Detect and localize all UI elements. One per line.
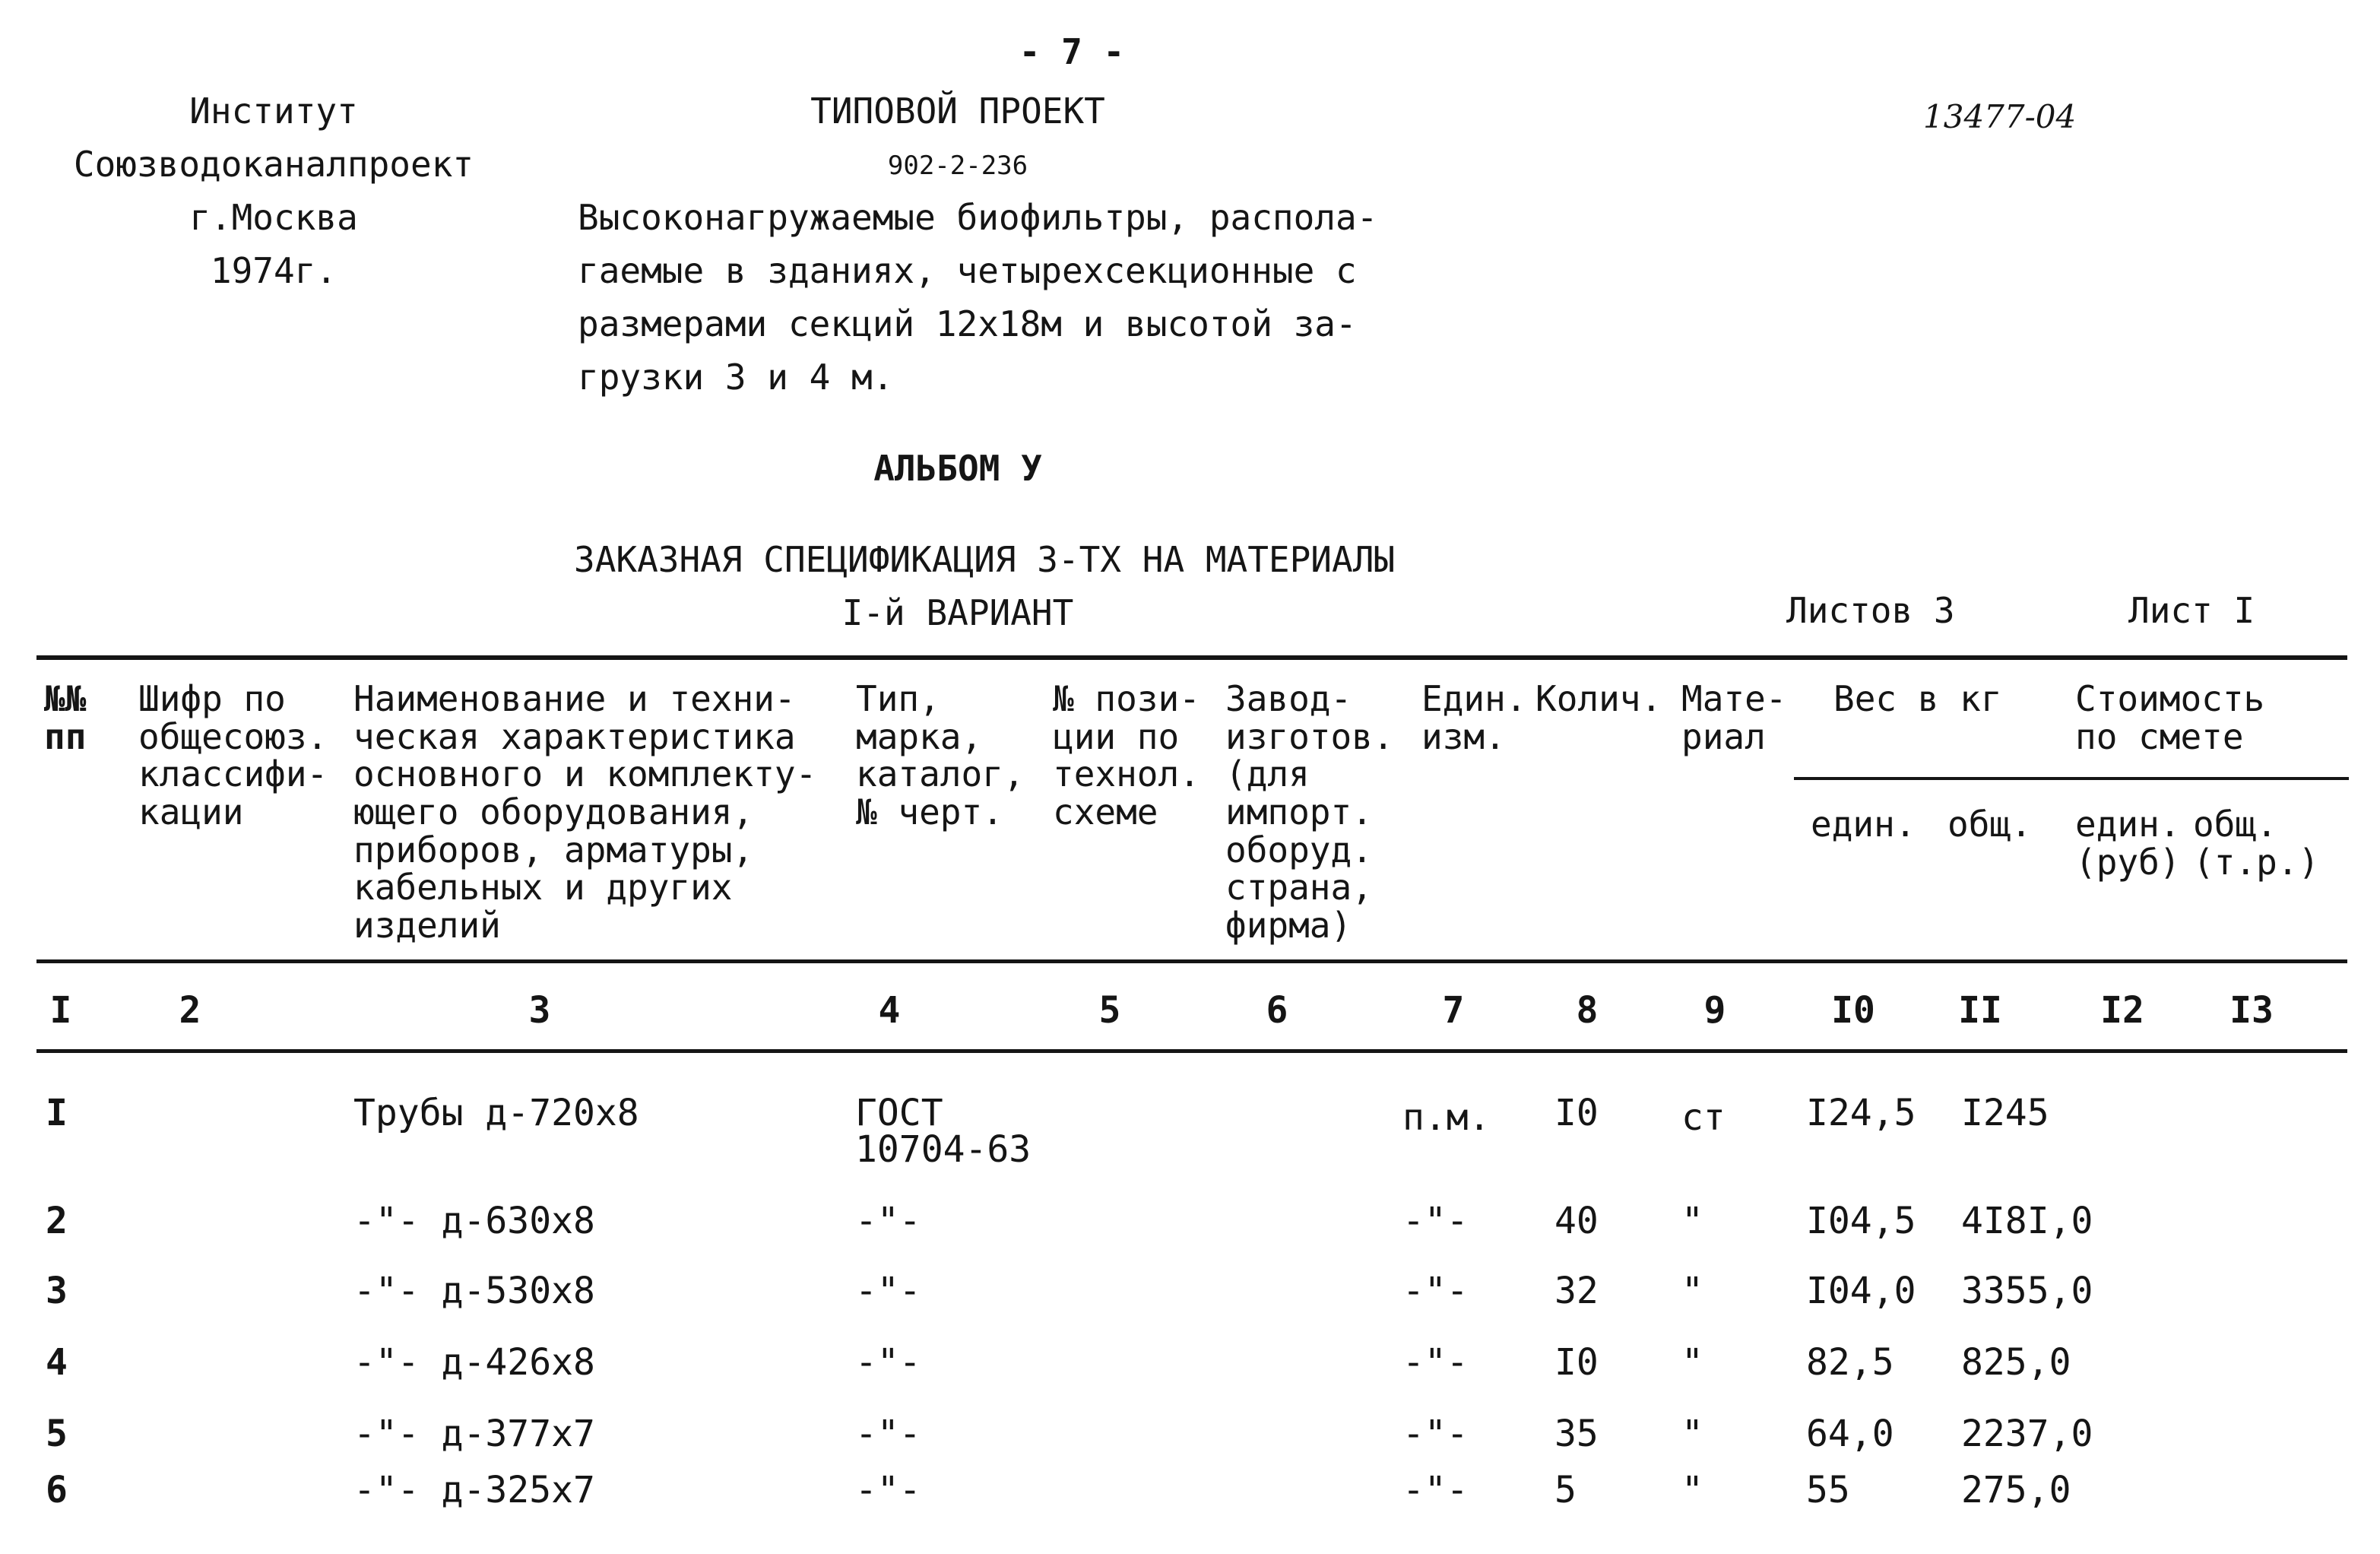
row-name: -"- д-530х8 — [353, 1270, 595, 1312]
row-weight-unit: 82,5 — [1806, 1341, 1894, 1384]
header-weight-total: общ. — [1947, 804, 2032, 845]
row-material: " — [1681, 1200, 1703, 1242]
project-desc-line-4: грузки 3 и 4 м. — [578, 357, 894, 398]
subheader-rule — [1794, 777, 2349, 780]
project-code: 902-2-236 — [887, 151, 1028, 181]
header-col-2: Шифр по общесоюз. классифи- кации — [138, 678, 328, 833]
institute-city: г.Москва — [189, 197, 358, 238]
header-cost-unit: един. (руб) — [2075, 804, 2181, 883]
row-weight-total: 4I8I,0 — [1961, 1200, 2093, 1242]
column-number: I3 — [2229, 989, 2274, 1032]
sheets-total: Листов 3 — [1786, 590, 1955, 631]
institute-year: 1974г. — [210, 250, 338, 291]
row-type: -"- — [855, 1341, 921, 1384]
row-unit: -"- — [1402, 1413, 1469, 1455]
row-unit: -"- — [1402, 1341, 1469, 1384]
row-unit: -"- — [1402, 1270, 1469, 1312]
sheet-current: Лист I — [2128, 590, 2255, 631]
row-type: ГОСТ 10704-63 — [855, 1092, 1032, 1171]
specification-title: ЗАКАЗНАЯ СПЕЦИФИКАЦИЯ З-ТХ НА МАТЕРИАЛЫ — [574, 539, 1396, 580]
column-number: 5 — [1098, 989, 1121, 1032]
row-weight-unit: I24,5 — [1806, 1092, 1916, 1134]
row-name: -"- д-325х7 — [353, 1469, 595, 1511]
row-number: 4 — [46, 1341, 68, 1384]
column-number: II — [1958, 989, 2002, 1032]
column-number: 3 — [528, 989, 551, 1032]
column-number: I0 — [1831, 989, 1875, 1032]
row-qty: I0 — [1554, 1341, 1599, 1384]
row-unit: -"- — [1402, 1200, 1469, 1242]
row-qty: 5 — [1554, 1469, 1577, 1511]
project-desc-line-3: размерами секций 12x18м и высотой за- — [578, 303, 1357, 344]
column-number: 7 — [1442, 989, 1465, 1032]
column-number: 9 — [1703, 989, 1726, 1032]
row-number: I — [46, 1092, 68, 1134]
row-qty: 35 — [1554, 1413, 1599, 1455]
header-col-7: Един. изм. — [1421, 678, 1527, 757]
column-number: I2 — [2100, 989, 2144, 1032]
row-weight-unit: I04,0 — [1806, 1270, 1916, 1312]
row-number: 3 — [46, 1270, 68, 1312]
row-weight-unit: I04,5 — [1806, 1200, 1916, 1242]
row-material: " — [1681, 1413, 1703, 1455]
document-number: 13477-04 — [1923, 98, 2077, 135]
row-type: -"- — [855, 1469, 921, 1511]
row-weight-unit: 55 — [1806, 1469, 1850, 1511]
row-type: -"- — [855, 1270, 921, 1312]
album-title: АЛЬБОМ У — [873, 448, 1042, 489]
header-weight-unit: един. — [1811, 804, 1916, 845]
row-name: -"- д-426х8 — [353, 1341, 595, 1384]
row-qty: 40 — [1554, 1200, 1599, 1242]
table-numbers-rule — [36, 1049, 2347, 1053]
column-number: 8 — [1576, 989, 1599, 1032]
page-number: - 7 - — [1019, 31, 1125, 72]
header-weight: Вес в кг — [1833, 678, 2002, 719]
project-desc-line-1: Высоконагружаемые биофильтры, распола- — [578, 197, 1378, 238]
row-material: " — [1681, 1270, 1703, 1312]
row-weight-total: 825,0 — [1961, 1341, 2071, 1384]
header-col-8: Колич. — [1535, 678, 1662, 719]
header-cost-total: общ. (т.р.) — [2193, 804, 2320, 883]
row-material: ст — [1681, 1096, 1726, 1139]
variant-title: I-й ВАРИАНТ — [841, 592, 1074, 633]
institute-org: Союзводоканалпроект — [73, 144, 474, 185]
header-col-9: Мате- риал — [1681, 678, 1787, 757]
header-col-1: №№ пп — [44, 678, 87, 757]
row-weight-total: 275,0 — [1961, 1469, 2071, 1511]
row-weight-total: I245 — [1961, 1092, 2049, 1134]
row-qty: 32 — [1554, 1270, 1599, 1312]
row-unit: п.м. — [1402, 1096, 1491, 1139]
row-weight-total: 3355,0 — [1961, 1270, 2093, 1312]
institute-name: Институт — [189, 90, 358, 132]
header-col-5: № пози- ции по технол. схеме — [1053, 678, 1200, 833]
project-title: ТИПОВОЙ ПРОЕКТ — [810, 90, 1105, 132]
row-name: -"- д-630х8 — [353, 1200, 595, 1242]
row-name: Трубы д-720х8 — [353, 1092, 639, 1134]
row-weight-total: 2237,0 — [1961, 1413, 2093, 1455]
row-type: -"- — [855, 1413, 921, 1455]
row-name: -"- д-377х7 — [353, 1413, 595, 1455]
row-number: 2 — [46, 1200, 68, 1242]
row-number: 5 — [46, 1413, 68, 1455]
table-header-rule — [36, 959, 2347, 963]
row-unit: -"- — [1402, 1469, 1469, 1511]
row-number: 6 — [46, 1469, 68, 1511]
project-desc-line-2: гаемые в зданиях, четырехсекционные с — [578, 250, 1357, 291]
header-cost: Стоимость по смете — [2075, 678, 2265, 757]
column-number: 2 — [179, 989, 201, 1032]
column-number: I — [49, 989, 72, 1032]
header-col-3: Наименование и техни- ческая характеристика основного и комплекту- ющего оборудования, приборов, арматуры, кабельных и других изделий — [353, 678, 817, 947]
column-number: 4 — [878, 989, 901, 1032]
table-top-rule — [36, 655, 2347, 660]
header-col-6: Завод- изготов. (для импорт. оборуд. страна, фирма) — [1225, 678, 1394, 947]
row-weight-unit: 64,0 — [1806, 1413, 1894, 1455]
column-number: 6 — [1266, 989, 1288, 1032]
row-material: " — [1681, 1469, 1703, 1511]
row-qty: I0 — [1554, 1092, 1599, 1134]
row-type: -"- — [855, 1200, 921, 1242]
header-col-4: Тип, марка, каталог, № черт. — [856, 678, 1025, 833]
row-material: " — [1681, 1341, 1703, 1384]
